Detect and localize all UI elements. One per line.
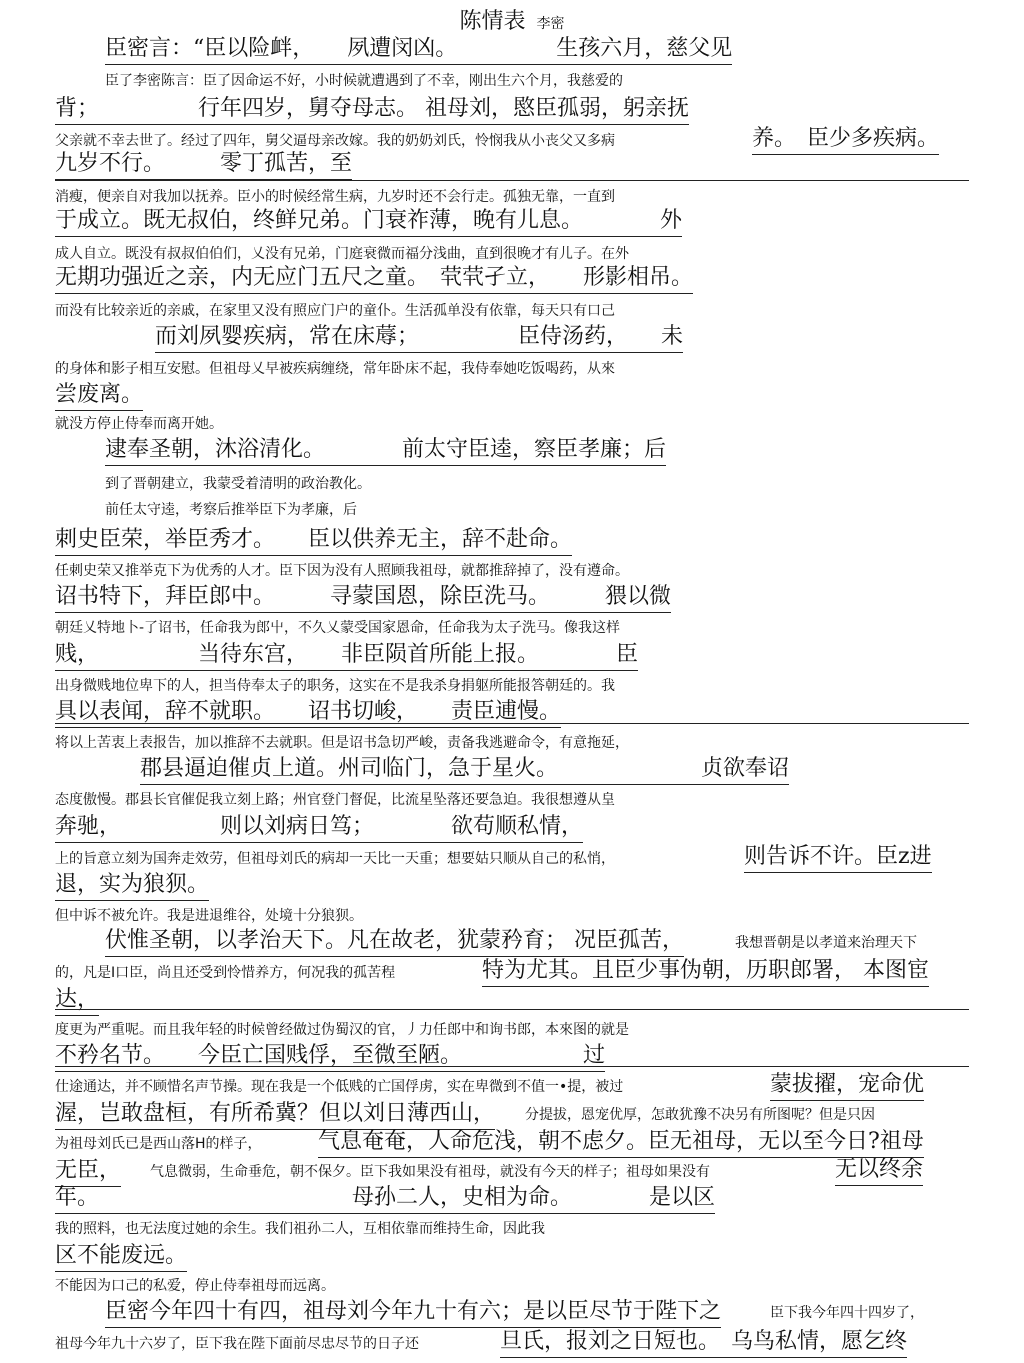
document-title: 陈情表 xyxy=(459,9,526,34)
translation-line: 朝廷乂特地卜-了诏书，任命我为郎屮，不久乂蒙受国家恩命，任命我为太子洗马。像我这样 xyxy=(55,620,621,636)
document-author: 李密 xyxy=(536,16,565,32)
classical-text-line: 诏书特下，拜臣郎中。 寻蒙国恩，除臣洗马。 猥以微 xyxy=(55,582,671,613)
classical-text-line: 而刘夙婴疾病，常在床蓐； 臣侍汤药， 未 xyxy=(155,322,683,353)
translation-line: 的身体和影子相互安慰。但祖母乂早被疾病缠绕，常年卧床不起，我侍奉她吃饭喝药，从來 xyxy=(55,361,615,377)
translation-line: 出身微贱地位卑下的人，担当侍奉太子的职务，这实在不是我杀身捐躯所能报答朝廷的。我 xyxy=(55,678,615,694)
translation-line: 祖母今年九十六岁了，臣下我在陛下面前尽忠尽节的日子还 xyxy=(55,1336,419,1352)
underline-rule xyxy=(55,1066,969,1067)
translation-line: 消瘦，便亲自对我加以抚养。臣小的时候经常生病，九岁时还不会行走。孤独无靠，一直到 xyxy=(55,189,615,205)
classical-text-line: 刺史臣荣，举臣秀才。 臣以供养无主，辞不赴命。 xyxy=(55,525,572,556)
classical-text-line: 蒙拔擢，宠命优 xyxy=(770,1070,924,1101)
classical-text-line: 年。 母孙二人，史相为命。 是以区 xyxy=(55,1183,715,1214)
translation-line: 不能因为口己的私爱，停止侍奉祖母而远离。 xyxy=(55,1278,335,1294)
translation-line: 就没方停止侍奉而离开她。 xyxy=(55,416,223,432)
classical-text-line: 无以终余 xyxy=(835,1155,923,1186)
classical-text-line: 气息奄奄，人命危浅，朝不虑夕。臣无祖母，无以至今日?祖母 xyxy=(318,1127,924,1158)
classical-text-line: 臣密今年四十有四，祖母刘今年九十有六；是以臣尽节于陛下之 xyxy=(105,1297,721,1328)
classical-text-line: 逮奉圣朝，沐浴清化。 前太守臣逵，察臣孝廉；后 xyxy=(105,435,666,466)
translation-line: 度更为严重呢。而且我年轻的时候曾经做过伪蜀汉的官，丿力任郎中和询书郎，本來图的就是 xyxy=(55,1022,629,1038)
classical-text-line: 郡县逼迫催贞上道。州司临门，急于星火。 贞欲奉诏 xyxy=(140,754,789,785)
underline-rule xyxy=(55,180,969,181)
classical-text-line: 具以表闻，辞不就职。 诏书切峻， 责臣逋慢。 xyxy=(55,697,561,728)
classical-text-line: 无期功强近之亲，内无应门五尺之童。 茕茕孑立， 形影相吊。 xyxy=(55,263,693,294)
translation-line: 任刺史荣又推举克下为优秀的人才。臣下因为没有人照顾我祖母，就都推辞掉了，没有遵命。 xyxy=(55,563,629,579)
classical-text-line: 贱， 当待东宫， 非臣陨首所能上报。 臣 xyxy=(55,640,638,671)
classical-text-line: 则告诉不许。臣z进 xyxy=(744,842,932,873)
translation-line: 臣了李密陈言：臣了因命运不好，小时候就遭遇到了不幸，刚出生六个月，我慈爱的 xyxy=(105,73,623,89)
classical-text-line: 于成立。既无叔伯，终鲜兄弟。门衰祚薄，晚有儿息。 外 xyxy=(55,206,682,237)
classical-text-line: 旦氏，报刘之日短也。 乌鸟私情，愿乞终 xyxy=(500,1327,907,1358)
underline-rule xyxy=(55,723,969,724)
translation-line: 上的旨意立刻为国奔走效劳，但祖母刘氏的病却一天比一天重；想要姑只顺从自己的私悄， xyxy=(55,851,615,867)
translation-line: 但中诉不被允许。我是进退维谷，处境十分狼狈。 xyxy=(55,908,363,924)
translation-line: 前任太守逵，考察后推举臣下为孝廉，后 xyxy=(105,502,357,518)
classical-text-line: 无臣， xyxy=(55,1156,121,1187)
classical-text-line: 尝废离。 xyxy=(55,380,143,411)
translation-line: 将以上苦衷上表报告，加以推辞不去就职。但是诏书急切严峻，责备我逃避命令，有意拖延， xyxy=(55,735,629,751)
classical-text-line: 不矜名节。 今臣亡国贱俘，至微至陋。 过 xyxy=(55,1041,605,1072)
translation-line: 到了晋朝建立，我蒙受着清明的政治教化。 xyxy=(105,476,371,492)
classical-text-line: 伏惟圣朝，以孝治天下。凡在故老，犹蒙矜育； 况臣孤苦， xyxy=(105,926,684,957)
translation-line: 分提拔，恩宠优厚，怎敢犹豫不决另有所图呢？但是只因 xyxy=(525,1107,875,1123)
classical-text-line: 九岁不行。 零丁孤苦，至 xyxy=(55,149,352,180)
translation-line: 态度傲慢。郡县长官催促我立刻上路；州官登门督促，比流星坠落还要急迫。我很想遵从皇 xyxy=(55,792,615,808)
translation-line: 为祖母刘氏已是西山落H的样子， xyxy=(55,1136,262,1152)
translation-line: 气息微弱，生命垂危，朝不保夕。臣下我如果没有祖母，就没有今天的样子；祖母如果没有 xyxy=(150,1164,710,1180)
translation-line: 仕途通达，并不顾惜名声节操。现在我是一个低贱的亡国俘虏，实在卑微到不值一•提，被过 xyxy=(55,1079,624,1095)
classical-text-line: 臣密言：“臣以险衅， 夙遭闵凶。 生孩六月，慈父见 xyxy=(105,34,732,65)
underline-rule xyxy=(55,1009,969,1010)
translation-line: 的，凡是I口臣，尚且还受到怜惜养方，何况我的孤苦程 xyxy=(55,965,396,981)
translation-line: 我的照料，也无法度过她的余生。我们祖孙二人，互相依靠而维持生命，因此我 xyxy=(55,1221,545,1237)
classical-text-line: 奔驰， 则以刘病日笃； 欲苟顺私情， xyxy=(55,812,583,843)
classical-text-line: 背； 行年四岁，舅夺母志。 祖母刘，愍臣孤弱，躬亲抚 xyxy=(55,94,689,125)
classical-text-line: 渥，岂敢盘桓，有所希冀？但以刘日薄西山， xyxy=(55,1099,495,1130)
translation-line: 我想晋朝是以孝道来治理天下 xyxy=(735,935,917,951)
classical-text-line: 特为尤其。且臣少事伪朝，历职郎署， 本图宦 xyxy=(482,956,929,987)
translation-line: 臣下我今年四十四岁了， xyxy=(770,1305,924,1321)
document-header xyxy=(0,4,1024,35)
classical-text-line: 区不能废远。 xyxy=(55,1241,187,1272)
translation-line: 父亲就不幸去世了。经过了四年，舅父逼母亲改嫁。我的奶奶刘氏，怜悯我从小丧父又多病 xyxy=(55,133,615,149)
classical-text-line: 达， xyxy=(55,985,99,1016)
translation-line: 成人自立。既没有叔叔伯伯们，乂没有兄弟，门庭衰微而福分浅曲，直到很晚才有儿子。在外 xyxy=(55,246,629,262)
classical-text-line: 养。 臣少多疾病。 xyxy=(752,124,939,155)
translation-line: 而没有比较亲近的亲戚，在家里又没有照应门户的童仆。生活孤单没有依靠，每天只有口己 xyxy=(55,303,615,319)
classical-text-line: 退，实为狼狈。 xyxy=(55,870,209,901)
